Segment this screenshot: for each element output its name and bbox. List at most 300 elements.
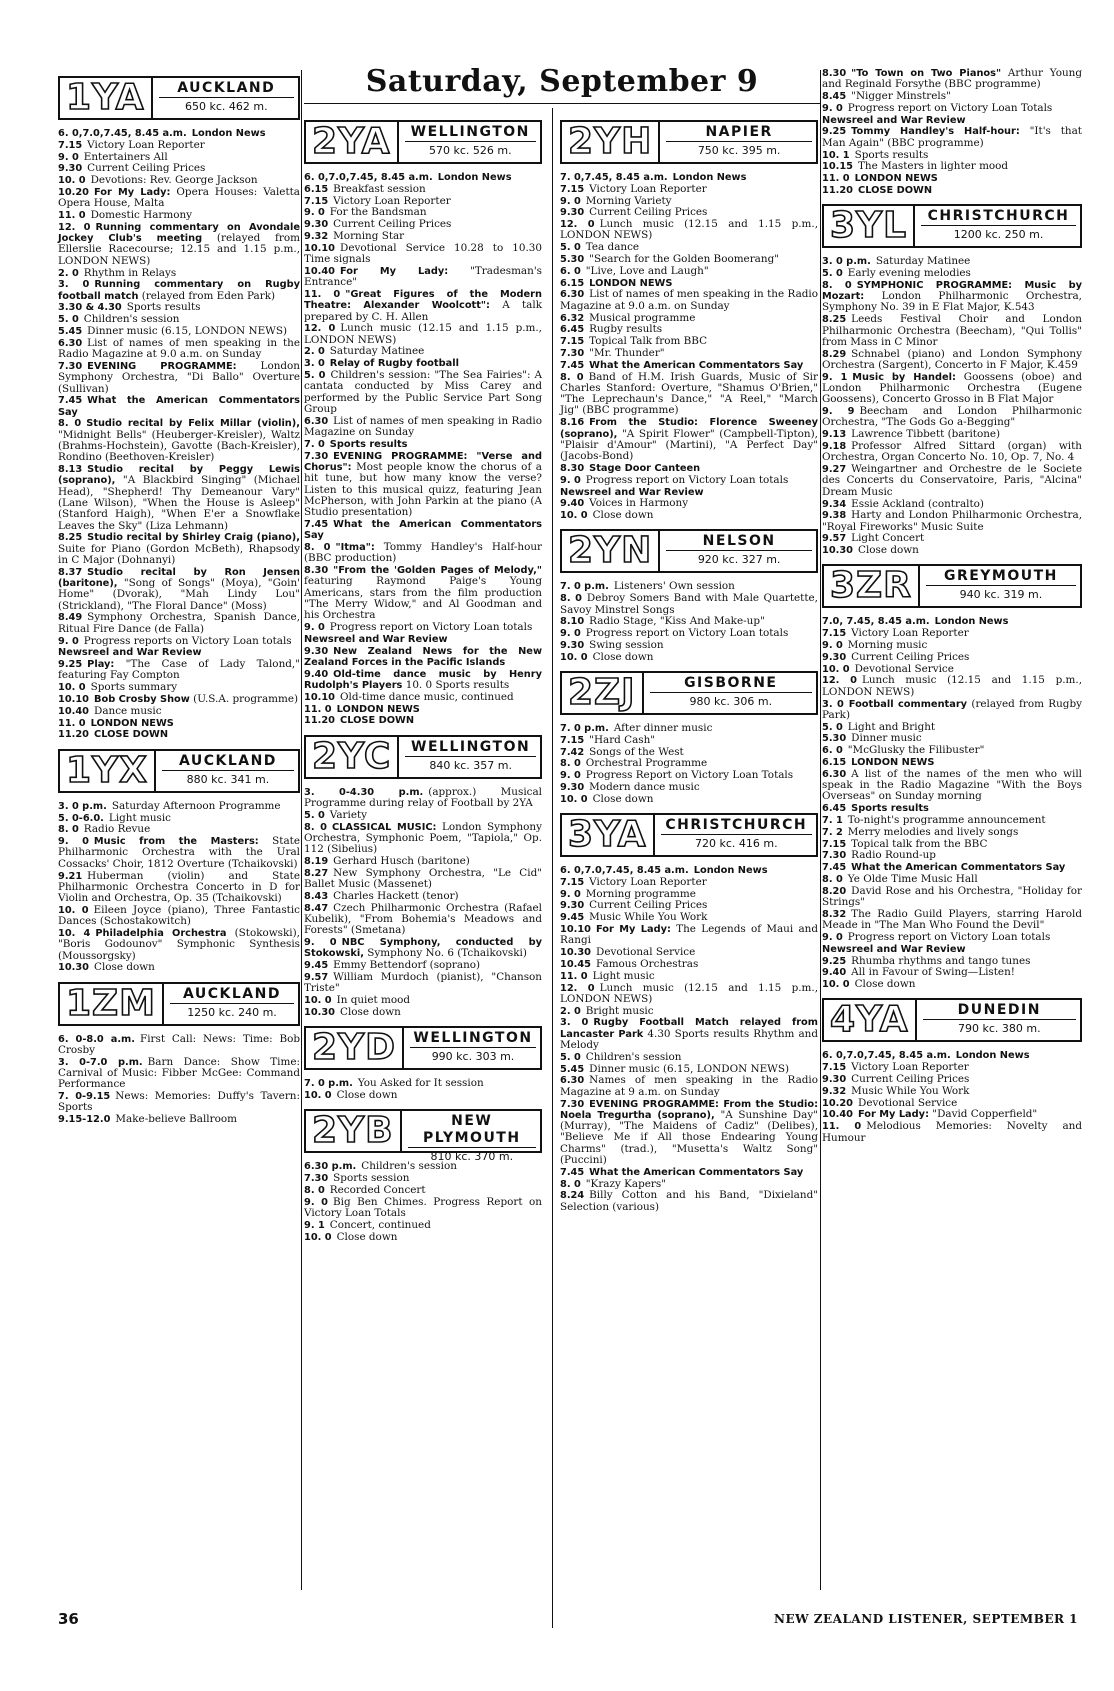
entry-text: Close down: [336, 1230, 398, 1243]
station-call-sign: 2YD: [306, 1028, 404, 1068]
entry-text: Light music: [592, 969, 655, 982]
station-info: [655, 815, 816, 855]
entry-time: 8. 0: [822, 874, 843, 886]
entry-text: Rhythm in Relays: [83, 266, 177, 279]
programme-entry: [58, 210, 300, 221]
entry-time: 10. 0: [560, 651, 588, 663]
entry-time: 3. 0 p.m.: [58, 800, 107, 812]
entry-text: Current Ceiling Prices: [87, 162, 206, 175]
entry-highlight: What the American Commentators Say: [589, 359, 804, 371]
entry-time: 9.30: [304, 645, 329, 657]
programme-entry: [560, 723, 818, 734]
entry-time: 8. 0: [560, 593, 582, 605]
entry-time: 7. 0-9.15: [58, 1091, 111, 1103]
programme-entry: [560, 735, 818, 746]
entry-time: 9. 0: [58, 836, 89, 848]
entry-highlight: For My Lady:: [340, 265, 449, 277]
entry-text: Arthur Young and Reginald Forsythe (BBC programme): [822, 67, 1082, 91]
programme-entry: [822, 815, 1082, 826]
station-header: [822, 998, 1082, 1042]
station-header: [304, 1109, 542, 1164]
entry-time: 9.30: [560, 207, 585, 219]
entry-time: 7.15: [822, 838, 847, 850]
station-frequency: 790 kc. 380 m.: [957, 1022, 1041, 1036]
entry-text: (approx.) Musical Programme during relay of Football by 2YA: [304, 785, 542, 810]
entry-text: "It's that Man Again" (BBC programme): [822, 125, 1082, 149]
entry-time: 10.40: [304, 265, 335, 277]
entry-time: 8. 0: [560, 758, 581, 770]
entry-text: "A Blackbird Singing" (Michael Head), "Shepherd! Thy Demeanour Vary" (Lane Wilson), "When the House is Asleep" (Stanford Haigh), "When E'er a Snowflake Leaves the Sky" (Liza Lehmann): [58, 474, 300, 532]
programme-entry: [822, 1074, 1082, 1085]
entry-text: Music While You Work: [589, 911, 708, 924]
entry-highlight: Studio recital by Ron Jensen (baritone),: [58, 566, 300, 590]
entry-text: Morning music: [847, 639, 928, 652]
entry-time: 3.30 & 4.30: [58, 302, 122, 314]
entry-time: 7.45: [822, 862, 847, 874]
entry-time: 8.30: [560, 462, 585, 474]
entry-text: Make-believe Ballroom: [115, 1113, 237, 1126]
station-city: AUCKLAND: [170, 986, 294, 1004]
station-info: [156, 751, 298, 791]
programme-entry: [304, 669, 542, 692]
entry-time: 10. 1: [822, 149, 850, 161]
programme-entry: [304, 346, 542, 357]
station-frequency: 750 kc. 395 m.: [697, 144, 781, 157]
station-city: CHRISTCHURCH: [921, 208, 1076, 226]
entry-text: Dance music: [94, 704, 162, 717]
programme-entry: [560, 372, 818, 417]
entry-time: 5. 0: [822, 721, 843, 733]
entry-text: Sports results: [126, 301, 201, 314]
entry-time: 9. 0: [58, 635, 79, 647]
entry-highlight: CLOSE DOWN: [858, 184, 933, 196]
entry-time: 8. 0: [560, 1178, 581, 1190]
station-city: AUCKLAND: [159, 80, 294, 98]
entry-time: 10. 0: [58, 904, 89, 916]
entry-text: New Symphony Orchestra, "Le Cid" Ballet Music (Massenet): [304, 866, 542, 891]
entry-time: 5.30: [822, 733, 847, 745]
entry-text: State Philharmonic Orchestra with the Ural Cossacks' Choir, 1812 Overture (Tchaikovski): [58, 835, 300, 870]
programme-entry: [560, 348, 818, 359]
programme-entry: [560, 593, 818, 616]
entry-text: The Masters in lighter mood: [858, 160, 1009, 173]
station-call-sign: 3YA: [562, 815, 655, 855]
entry-time: 11. 0: [822, 1121, 862, 1133]
entry-time: 9.30: [822, 651, 847, 663]
entry-text: Topical talk from the BBC: [851, 837, 988, 850]
entry-time: 9.25: [822, 955, 847, 967]
station-info: [920, 566, 1080, 606]
entry-highlight: LONDON NEWS: [90, 717, 174, 729]
programme-entry: [560, 417, 818, 462]
programme-entry: [304, 868, 542, 891]
programme-entry: [304, 960, 542, 971]
entry-text: Children's session: [83, 313, 180, 326]
programme-entry: [58, 1091, 300, 1114]
station-call-sign: 3YL: [824, 206, 915, 246]
entry-time: 10. 4: [58, 928, 91, 939]
entry-text: Variety: [329, 808, 368, 821]
entry-text: Early evening melodies: [847, 267, 971, 280]
station-header: [304, 735, 542, 779]
entry-time: 10. 0: [304, 1231, 332, 1243]
entry-highlight: Newsreel and War Review: [822, 114, 966, 126]
entry-time: 7.45: [560, 359, 585, 371]
entry-time: 9.15-12.0: [58, 1114, 111, 1126]
entry-time: 9.57: [304, 972, 329, 983]
programme-entry: [822, 956, 1082, 967]
station-header: [560, 529, 818, 573]
entry-highlight: What the American Commentators Say: [304, 518, 542, 542]
entry-time: 8.24: [560, 1190, 585, 1202]
programme-entry: [304, 1090, 542, 1101]
programme-entry: [822, 745, 1082, 756]
entry-time: 9. 0: [304, 622, 325, 634]
entry-time: 2. 0: [304, 346, 325, 358]
entry-time: 11.20: [822, 184, 853, 196]
entry-time: 8.27: [304, 867, 329, 879]
entry-text: Progress report on Victory Loan totals: [585, 473, 789, 486]
station-header: [560, 813, 818, 857]
station-frequency: 650 kc. 462 m.: [184, 100, 268, 113]
station-city: GISBORNE: [650, 675, 812, 693]
entry-time: 10.40: [58, 705, 89, 717]
programme-entry: [58, 871, 300, 905]
entry-time: 10. 0: [822, 979, 850, 991]
entry-text: Children's session: [585, 1050, 682, 1063]
programme-entry: [822, 909, 1082, 932]
programme-entry: [822, 1050, 1082, 1061]
entry-time: 7.15: [822, 1062, 847, 1074]
station-city: NAPIER: [666, 124, 812, 142]
entry-time: 5. 0: [58, 314, 79, 326]
entry-highlight: For My Lady:: [858, 1109, 929, 1121]
entry-highlight: Studio recital by Shirley Craig (piano),: [87, 532, 300, 544]
entry-time: 11. 0: [58, 717, 86, 729]
entry-text: Huberman (violin) and State Philharmonic Orchestra Concerto in D for Violin and Orchestra, Op. 35 (Tchaikovski): [58, 869, 300, 905]
entry-highlight: Music from the Masters:: [93, 836, 259, 848]
entry-time: 11. 0: [822, 173, 850, 185]
entry-text: Gerhard Husch (baritone): [333, 855, 470, 868]
entry-time: 12. 0: [58, 221, 91, 233]
entry-text: Eileen Joyce (piano), Three Fantastic Dances (Schostakowitch): [58, 903, 300, 928]
entry-text: Current Ceiling Prices: [589, 899, 708, 912]
entry-text: Suite for Piano (Gordon McBeth), Rhapsody in C Major (Dohnanyi): [58, 542, 300, 566]
entry-text: London Philharmonic Orchestra, Symphony No. 39 in E Flat Major, K.543: [822, 290, 1082, 314]
programme-entry: [304, 243, 542, 266]
programme-entry: [560, 877, 818, 888]
entry-text: Rhumba rhythms and tango tunes: [851, 954, 1031, 967]
entry-text: To-night's programme announcement: [847, 814, 1046, 827]
programme-entry: [560, 616, 818, 627]
programme-entry: [822, 406, 1082, 429]
programme-entry: [58, 152, 300, 163]
programme-entry: [560, 487, 818, 498]
programme-entry: [822, 664, 1082, 675]
programme-entry: [58, 128, 300, 139]
entry-text: Domestic Harmony: [90, 209, 193, 222]
station-city: WELLINGTON: [405, 124, 536, 142]
programme-entry: [822, 1098, 1082, 1109]
entry-time: 9.32: [304, 230, 329, 242]
entry-time: 8.13: [58, 464, 83, 476]
programme-entry: [822, 757, 1082, 768]
entry-highlight: LONDON NEWS: [589, 277, 673, 289]
entry-time: 9.30: [58, 163, 83, 175]
entry-text: Children's session: "The Sea Fairies": A cantata conducted by Miss Carey and performed by the Public Service Part Song Group: [304, 369, 542, 415]
entry-time: 6.15: [560, 277, 585, 289]
programme-entry: [560, 770, 818, 781]
entry-time: 6.45: [822, 803, 847, 815]
programme-entry: [304, 542, 542, 565]
entry-time: 6.30: [560, 1075, 585, 1087]
entry-highlight: Bob Crosby Show: [94, 694, 190, 706]
programme-entry: [560, 652, 818, 663]
entry-time: 8. 0: [304, 821, 327, 833]
programme-entry: [58, 314, 300, 325]
entry-time: 10.10: [58, 694, 89, 706]
programme-entry: [304, 972, 542, 995]
programme-entry: [560, 463, 818, 474]
entry-time: 8.30: [822, 68, 847, 79]
entry-text: Harty and London Philharmonic Orchestra, "Royal Fireworks" Music Suite: [822, 509, 1082, 533]
station-frequency: 720 kc. 416 m.: [694, 837, 778, 851]
entry-text: Victory Loan Reporter: [851, 1061, 969, 1074]
entry-text: "Midnight Bells" (Heuberger-Kreisler), Waltz (Brahms-Hochstein), Gavotte (Bach-Kreisler), Rondino (Beethoven-Kreisler): [58, 428, 300, 464]
entry-text: Breakfast session: [333, 182, 426, 195]
programme-entry: [822, 91, 1082, 102]
entry-time: 7. 0,7.45, 8.45 a.m.: [560, 172, 668, 183]
station-frequency: 940 kc. 319 m.: [959, 588, 1043, 602]
entry-text: Current Ceiling Prices: [851, 1073, 970, 1086]
entry-text: Progress report on Victory Loan Totals: [847, 101, 1053, 114]
programme-entry: [560, 207, 818, 218]
entry-time: 10.15: [822, 161, 853, 173]
programme-entry: [560, 947, 818, 958]
programme-entry: [58, 962, 300, 973]
entry-time: 11. 0: [560, 970, 588, 982]
entry-text: Famous Orchestras: [596, 957, 699, 970]
entry-highlight: Football commentary: [848, 698, 968, 710]
entry-text: Topical Talk from BBC: [589, 335, 708, 348]
entry-time: 7.45: [58, 395, 83, 407]
entry-highlight: New Zealand News for the New Zealand Forces in the Pacific Islands: [304, 645, 542, 668]
entry-time: 9.40: [560, 498, 585, 510]
entry-time: 9.57: [822, 533, 847, 545]
entry-text: "McGlusky the Filibuster": [847, 744, 985, 757]
entry-text: (relayed from Eden Park): [141, 289, 276, 302]
programme-entry: [58, 659, 300, 682]
programme-entry: [58, 361, 300, 395]
entry-text: Voices in Harmony: [589, 497, 689, 510]
station-info: [404, 1028, 540, 1068]
entry-time: 3. 0-7.0 p.m.: [58, 1056, 143, 1068]
programme-entry: [560, 794, 818, 805]
programme-entry: [822, 499, 1082, 510]
programme-entry: [304, 891, 542, 902]
entry-time: 6. 0: [560, 265, 581, 277]
programme-entry: [822, 441, 1082, 464]
entry-time: 8.16: [560, 417, 585, 429]
programme-entry: [822, 699, 1082, 722]
programme-entry: [822, 150, 1082, 161]
column-rule: [820, 70, 821, 1590]
entry-time: 7.15: [560, 876, 585, 888]
entry-text: Melodious Memories: Novelty and Humour: [822, 1120, 1082, 1144]
entry-text: Progress reports on Victory Loan totals: [83, 634, 292, 647]
entry-time: 3. 0-4.30 p.m.: [304, 786, 424, 798]
entry-text: Old-time dance music, continued: [340, 690, 514, 703]
programme-entry: [304, 1185, 542, 1196]
entry-text: List of names of men speaking in Radio Magazine on Sunday: [304, 414, 542, 439]
entry-text: featuring Raymond Paige's Young Americans, stars from the film production "The Merry Widow," and Al Goodman and his Orchestra: [304, 575, 542, 622]
entry-text: "Tradesman's Entrance": [304, 264, 543, 289]
entry-time: 9. 0: [822, 640, 843, 652]
programme-entry: [560, 510, 818, 521]
station-header: [304, 1026, 542, 1070]
entry-text: Goossens (oboe) and London Philharmonic Orchestra (Eugene Goossens), Concerto Grosso in B Flat Major: [822, 370, 1082, 406]
entry-text: Merry melodies and lively songs: [847, 825, 1019, 838]
entry-text: Emmy Bettendorf (soprano): [333, 959, 481, 972]
programme-entry: [304, 856, 542, 867]
entry-highlight: London News: [191, 128, 266, 139]
page-title: Saturday, September 9: [365, 64, 759, 99]
entry-time: 3. 0: [560, 1017, 589, 1029]
entry-text: William Murdoch (pianist), "Chanson Triste": [304, 971, 542, 995]
entry-time: 6. 0,7.0,7.45, 8.45 a.m.: [58, 128, 187, 139]
programme-entry: [560, 747, 818, 758]
entry-time: 10. 0: [58, 175, 86, 187]
programme-entry: [560, 1167, 818, 1178]
entry-time: 12. 0: [822, 675, 857, 687]
entry-time: 7. 0 p.m.: [560, 581, 609, 593]
entry-time: 9.30: [560, 900, 585, 912]
entry-text: Opera Houses: Valetta Opera House, Malta: [58, 185, 300, 210]
programme-entry: [304, 810, 542, 821]
entry-time: 5.45: [560, 1063, 585, 1075]
programme-entry: [58, 694, 300, 705]
station-city: DUNEDIN: [923, 1002, 1076, 1020]
programme-entry: [560, 581, 818, 592]
programme-entry: [304, 622, 542, 633]
entry-time: 5. 0: [822, 268, 843, 280]
entry-text: Modern dance music: [589, 780, 700, 793]
entry-time: 8. 0: [58, 824, 79, 836]
entry-text: Progress report on Victory Loan totals: [585, 627, 789, 640]
entry-text: "Nigger Minstrels": [851, 90, 951, 103]
entry-text: Morning Star: [333, 229, 405, 242]
entry-time: 9.34: [822, 498, 847, 510]
programme-entry: [560, 289, 818, 312]
station-frequency: 840 kc. 357 m.: [429, 758, 512, 772]
entry-time: 7. 1: [822, 815, 843, 827]
programme-entry: [560, 640, 818, 651]
entry-time: 5. 0: [560, 242, 581, 254]
entry-text: "Hard Cash": [589, 733, 656, 746]
entry-text: The Radio Guild Players, starring Harold Meade in "The Man Who Found the Devil": [822, 907, 1082, 932]
entry-text: After dinner music: [613, 721, 713, 734]
entry-highlight: What the American Commentators Say: [851, 862, 1066, 874]
entry-time: 6. 0,7.0,7.45, 8.45 a.m.: [822, 1050, 951, 1062]
entry-highlight: Old-time dance music by Henry Rudolph's Players: [304, 668, 542, 692]
programme-entry: [560, 184, 818, 195]
entry-time: 10.40: [822, 1109, 853, 1121]
entry-time: 9.18: [822, 441, 847, 453]
programme-entry: [304, 451, 542, 519]
programme-entry: [822, 464, 1082, 498]
entry-time: 9.45: [560, 912, 585, 924]
programme-entry: [58, 1057, 300, 1091]
entry-time: 9. 0: [822, 102, 843, 114]
entry-text: Czech Philharmonic Orchestra (Rafael Kubelik), "From Bohemia's Meadows and Forests" (Smetana): [304, 901, 542, 937]
station-city: WELLINGTON: [410, 1030, 536, 1048]
entry-highlight: "To Town on Two Pianos": [851, 68, 1002, 79]
entry-highlight: For My Lady:: [94, 186, 171, 198]
entry-text: Debroy Somers Band with Male Quartette, Savoy Minstrel Songs: [560, 592, 818, 616]
entry-time: 7.30: [560, 1098, 585, 1110]
entry-text: Dinner music: [851, 732, 922, 745]
entry-time: 9.32: [822, 1085, 847, 1097]
station-frequency: 920 kc. 327 m.: [697, 553, 781, 567]
station-header: [822, 564, 1082, 608]
entry-time: 9.30: [560, 639, 585, 651]
programme-entry: [304, 565, 542, 621]
entry-text: Devotions: Rev. George Jackson: [90, 174, 258, 187]
entry-time: 7. 0 p.m.: [560, 722, 609, 734]
programme-entry: [822, 429, 1082, 440]
entry-time: 9. 0: [58, 151, 79, 163]
entry-text: Close down: [336, 1088, 398, 1101]
entry-time: 3. 0: [58, 279, 90, 291]
station-call-sign: 3ZR: [824, 566, 920, 606]
entry-time: 7.30: [58, 360, 83, 372]
entry-text: Big Ben Chimes. Progress Report on Victory Loan Totals: [304, 1195, 542, 1219]
programme-entry: [822, 533, 1082, 544]
entry-time: 10. 0: [304, 1089, 332, 1101]
programme-entry: [822, 733, 1082, 744]
entry-time: 9.40: [822, 967, 847, 979]
programme-entry: [304, 937, 542, 960]
entry-text: Leeds Festival Choir and London Philharmonic Orchestra (Beecham), "Qui Tollis" from Mass in C Minor: [822, 313, 1082, 348]
entry-text: Morning programme: [585, 887, 696, 900]
entry-text: "Live, Love and Laugh": [585, 264, 709, 277]
entry-time: 6.30: [822, 768, 847, 780]
entry-text: Symphony Orchestra, Spanish Dance, Ritual Fire Dance (de Falla): [58, 611, 300, 635]
entry-time: 8.47: [304, 902, 329, 914]
programme-entry: [822, 372, 1082, 406]
entry-text: (relayed from Ellerslie Racecourse; 12.15 and 1.15 p.m., LONDON NEWS): [58, 232, 300, 267]
entry-highlight: Running commentary on Rugby football match: [58, 279, 300, 302]
entry-time: 10.30: [822, 545, 853, 557]
programme-entry: [822, 126, 1082, 149]
entry-text: Progress report on Victory Loan totals: [847, 931, 1051, 943]
programme-entry: [560, 983, 818, 1006]
column-1: [58, 68, 300, 1126]
entry-text: Beecham and London Philharmonic Orchestra, "The Gods Go a-Begging": [822, 405, 1082, 429]
entry-text: London Symphony Orchestra, Symphonic Poem, "Tapiola," Op. 112 (Sibelius): [304, 820, 542, 856]
entry-highlight: LONDON NEWS: [851, 757, 935, 769]
entry-time: 7.30: [304, 450, 329, 462]
entry-time: 8.25: [58, 532, 83, 544]
programme-entry: [822, 161, 1082, 172]
station-info: [644, 673, 816, 713]
station-header: [58, 982, 300, 1026]
programme-entry: [822, 862, 1082, 873]
station-info: [164, 984, 298, 1024]
entry-text: Close down: [592, 509, 654, 522]
programme-entry: [304, 692, 542, 703]
programme-entry: [304, 995, 542, 1006]
